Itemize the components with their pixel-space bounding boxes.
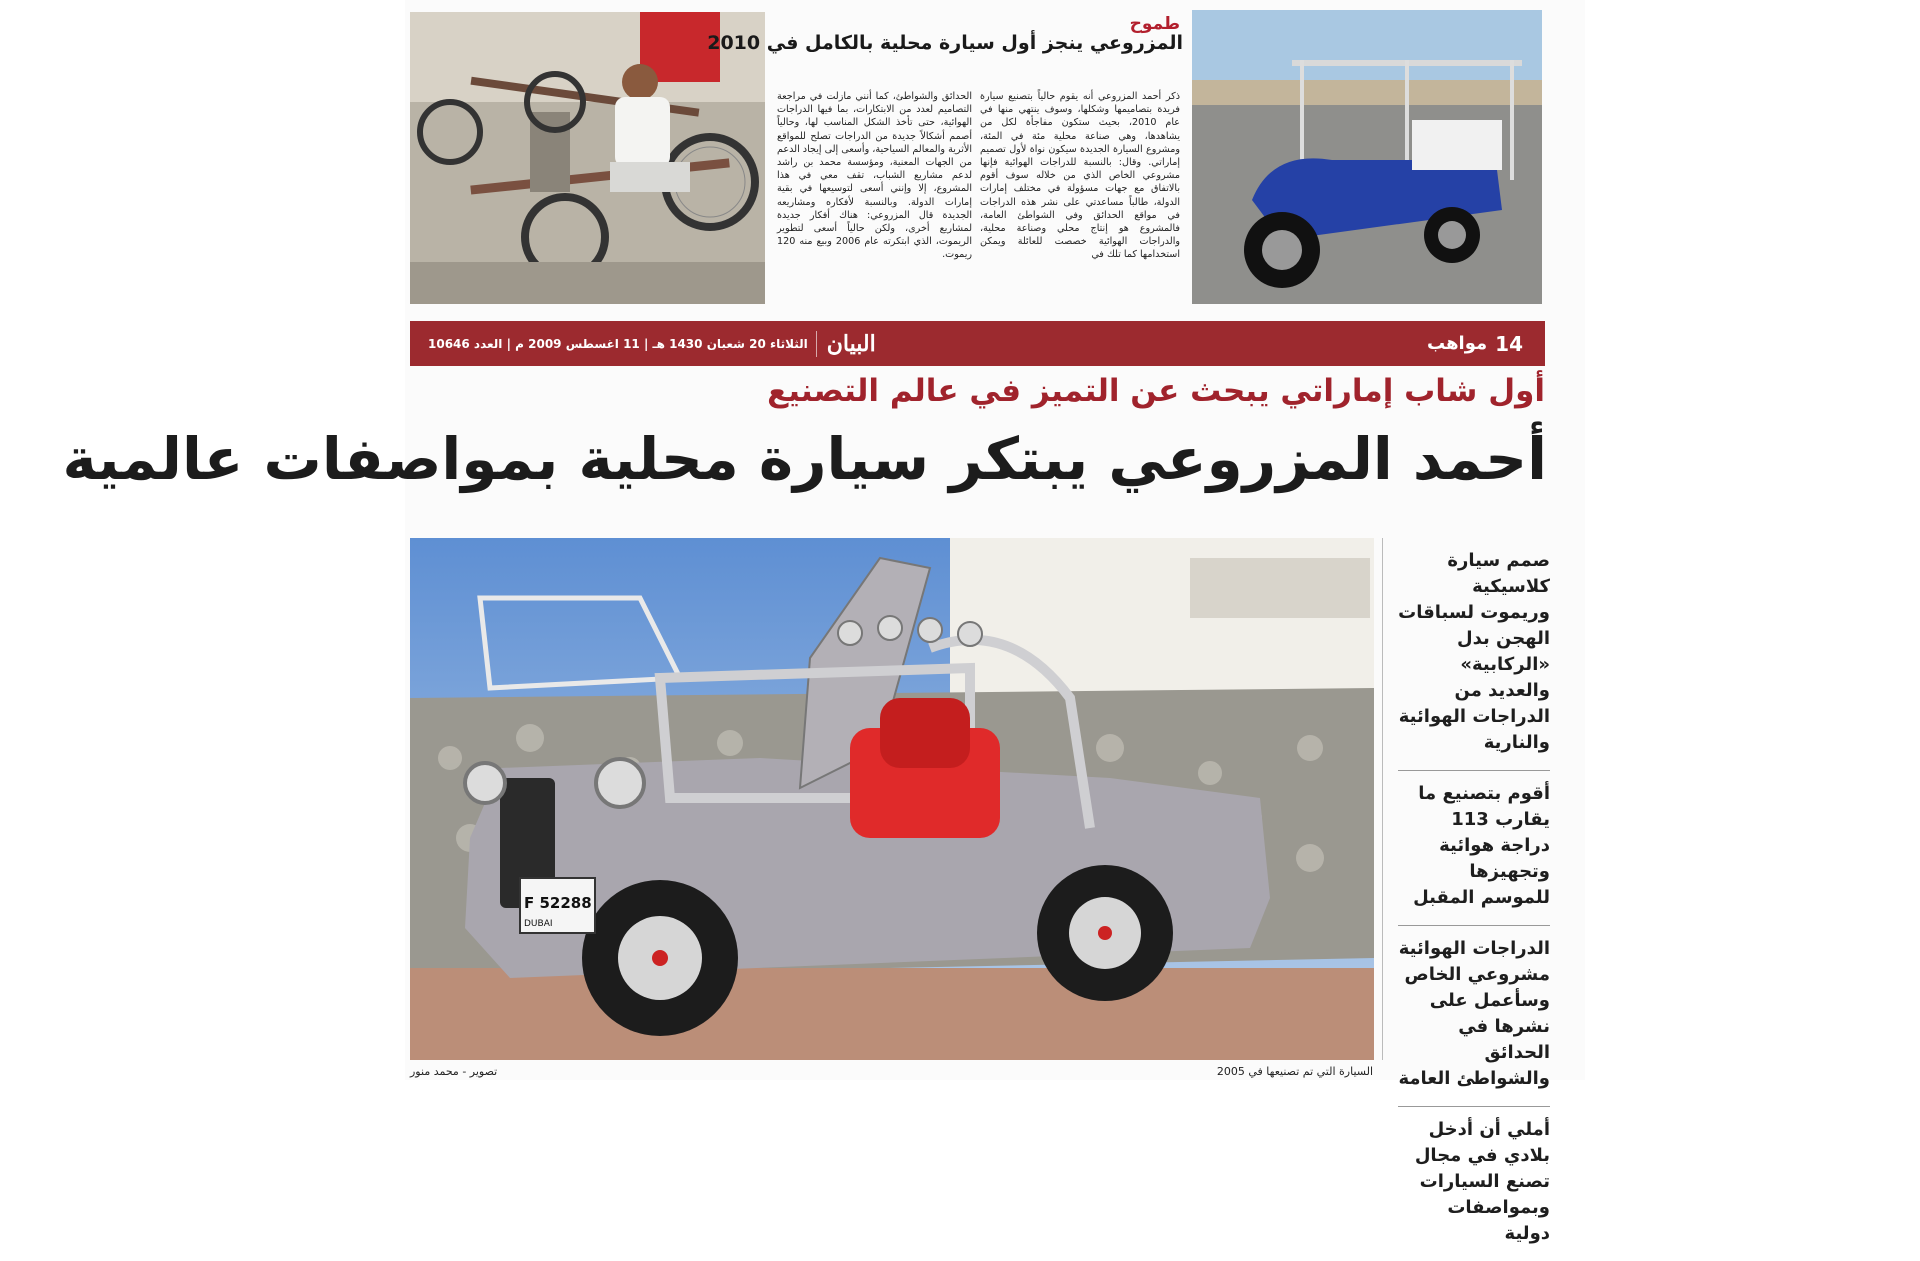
section-name: مواهب — [1427, 333, 1488, 354]
top-article-text-left: الحدائق والشواطئ، كما أنني مازلت في مراجعة التصاميم لعدد من الابتكارات، بما فيها الدراجات الهوائية، حتى تأخذ الشكل المناسب لها، وحالياً أصمم أشكالاً جديدة من الدراجات تصلح للمواقع الأثرية والمعالم السياحية، وأسعى إلى إيجاد الدعم من الجهات المعنية، ومؤسسة محمد بن راشد لدعم مشاريع الشباب، تقف معي في هذا المشروع، إلا وإنني أسعى لتوسيعها في بقية إمارات الدولة. وبالنسبة لأفكاره ومشاريعه الجديدة قال المزروعي: هناك أفكار جديدة لمشاريع أخرى، ولكن حالياً أسعى لتطوير الريموت، الذي ابتكرته عام 2006 وبيع منه 120 ريموت. — [777, 91, 972, 261]
pull-quotes — [1398, 538, 1550, 1261]
masthead-group — [410, 331, 876, 357]
top-article-text-right: ذكر أحمد المزروعي أنه يقوم حالياً بتصنيع سيارة فريدة بتصاميمها وشكلها، وسوف ينتهي منها في عام 2010، بحيث ستكون مفاجأة لكل من يشاهدها، وهي صناعة محلية مئة في المئة، ومشروع السيارة الجديدة سيكون نواة لأول تصميم إماراتي. وقال: بالنسبة للدراجات الهوائية فإنها مشروعي الخاص الذي من خلاله سوف أقوم بالاتفاق مع جهات مسؤولة في مختلف إمارات الدولة، طالباً مساعدتي على نشر هذه الدراجات في مواقع الحدائق وفي الشواطئ العامة، فالمشروع هو إنتاج محلي وصناعة محلية، والدراجات الهوائية خصصت للعائلة ويمكن استخدامها كما تلك في — [980, 91, 1180, 261]
pull-quote: صمم سيارة كلاسيكية وريموت لسباقات الهجن بدل «الركابية» والعديد من الدراجات الهوائية والنارية — [1398, 538, 1550, 771]
page-number: 14 — [1495, 331, 1523, 356]
section-bar — [410, 321, 1545, 366]
newspaper-logo: البيان — [816, 331, 876, 357]
license-plate-city: DUBAI — [524, 919, 553, 929]
top-article-column-right — [980, 90, 1180, 305]
top-article-column-left — [777, 90, 972, 305]
workshop-photo — [410, 12, 765, 304]
cart-photo — [1192, 10, 1542, 304]
section-label-group — [1427, 332, 1545, 356]
main-subheadline: أول شاب إماراتي يبحث عن التميز في عالم التصنيع — [767, 373, 1545, 409]
pull-quote: الدراجات الهوائية مشروعي الخاص وسأعمل على نشرها في الحدائق والشواطئ العامة — [1398, 926, 1550, 1107]
newspaper-page — [62, 0, 1585, 1244]
top-kicker: طموح — [1129, 14, 1180, 34]
top-headline: المزروعي ينجز أول سيارة محلية بالكامل في 2010 — [707, 32, 1183, 54]
photo-credit: تصوير - محمد منور — [410, 1065, 498, 1078]
main-headline: أحمد المزروعي يبتكر سيارة محلية بمواصفات عالمية — [62, 425, 1547, 493]
license-plate-text: F 52288 — [524, 894, 592, 912]
photo-caption: السيارة التي تم تصنيعها في 2005 — [1216, 1065, 1373, 1078]
pull-quote: أقوم بتصنيع ما يقارب 113 دراجة هوائية وتجهيزها للموسم المقبل — [1398, 771, 1550, 926]
pull-quote: أملي أن أدخل بلادي في مجال تصنع السيارات وبمواصفات دولية — [1414, 1119, 1550, 1244]
issue-dateline: الثلاثاء 20 شعبان 1430 هـ | 11 اغسطس 2009 م | العدد 10646 — [428, 336, 808, 351]
column-divider — [1382, 538, 1383, 1060]
car-photo — [410, 538, 1374, 1060]
